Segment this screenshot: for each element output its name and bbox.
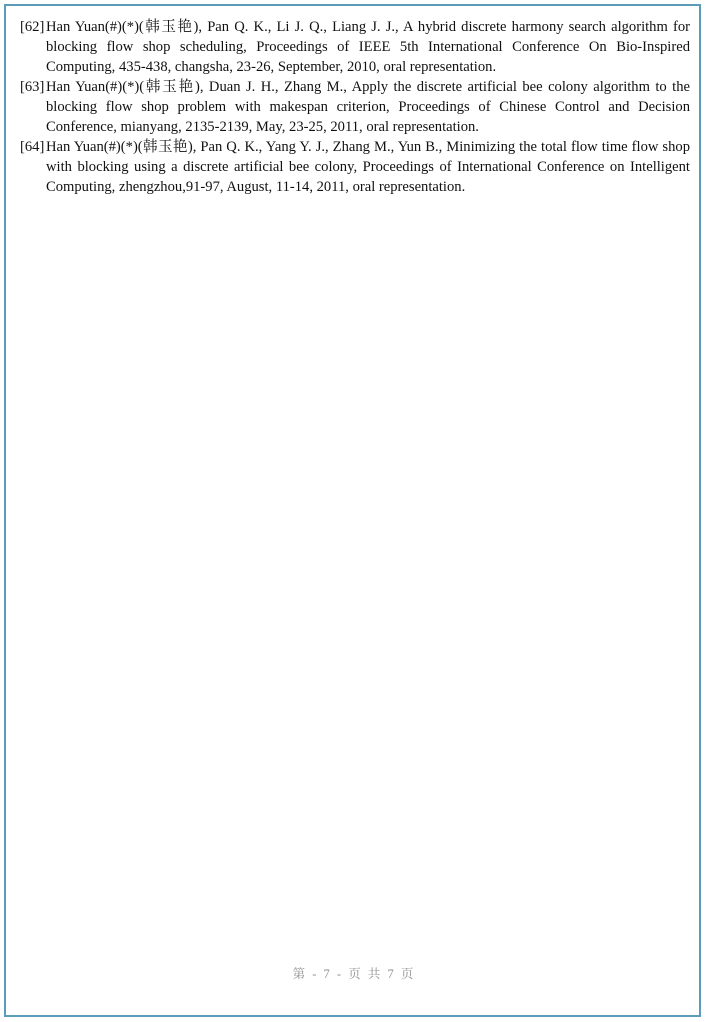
reference-text: Han Yuan(#)(*)(韩玉艳), Duan J. H., Zhang M., Apply the discrete artificial bee colony algorithm to the blocking flow shop problem with makespan criterion, Proceedings of Chinese Control and Decision Conference, mianyang, 2135-2139, May, 23-25, 2011, oral representation.: [46, 79, 690, 135]
reference-number: [63]: [20, 79, 45, 95]
page-footer: 第 - 7 - 页 共 7 页: [292, 967, 416, 981]
reference-entry: [20, 137, 690, 197]
reference-number: [64]: [20, 139, 45, 155]
reference-text: Han Yuan(#)(*)(韩玉艳), Pan Q. K., Li J. Q., Liang J. J., A hybrid discrete harmony search algorithm for blocking flow shop scheduling, Proceedings of IEEE 5th International Conference On Bio-Inspired Computing, 435-438, changsha, 23-26, September, 2010, oral representation.: [46, 19, 690, 75]
reference-number: [62]: [20, 19, 45, 35]
reference-text: Han Yuan(#)(*)(韩玉艳), Pan Q. K., Yang Y. J., Zhang M., Yun B., Minimizing the total flow time flow shop with blocking using a discrete artificial bee colony, Proceedings of International Conference on Intelligent Computing, zhengzhou,91-97, August, 11-14, 2011, oral representation.: [46, 139, 690, 195]
reference-entry: [20, 17, 690, 77]
references-list: [20, 17, 690, 197]
reference-entry: [20, 77, 690, 137]
